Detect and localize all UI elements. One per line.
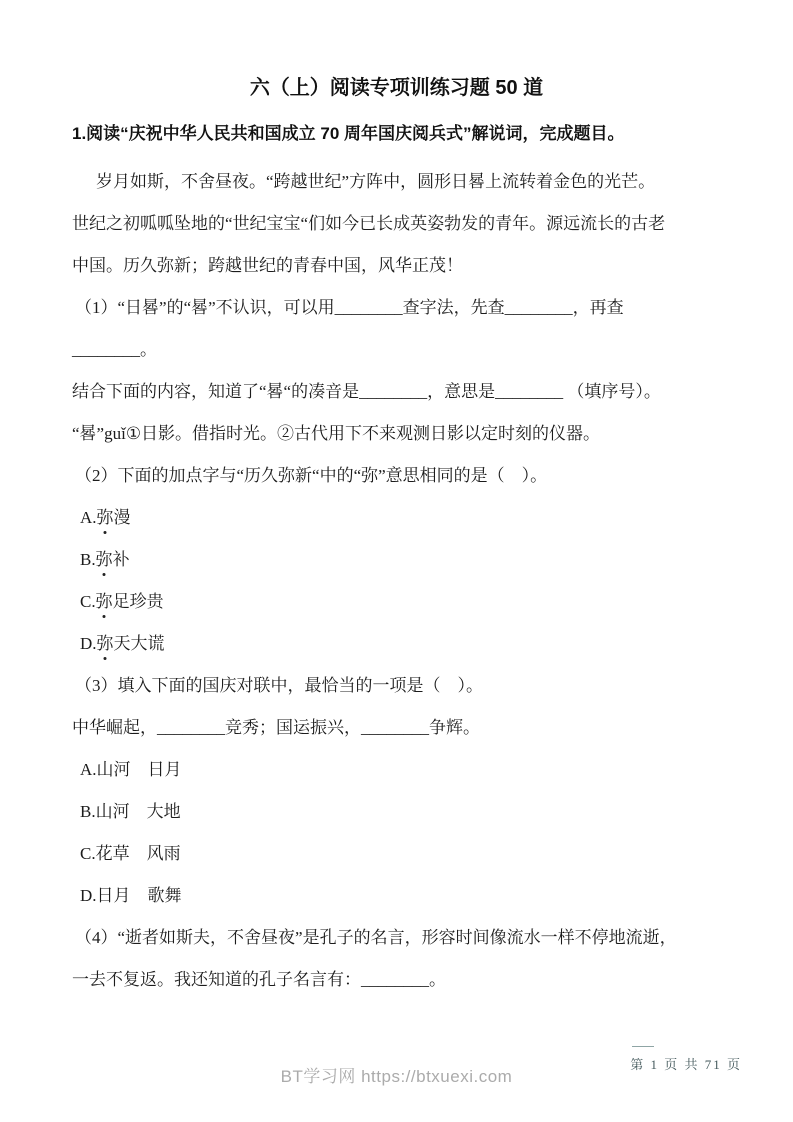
option-prefix: A. xyxy=(80,508,97,527)
option-dotted-char: 弥 xyxy=(96,581,113,623)
sub-question-1-definition: “晷”guǐ①日影。借指时光。②古代用下不来观测日影以定时刻的仪器。 xyxy=(72,424,601,443)
option-prefix: C. xyxy=(80,592,96,611)
option-dotted-char: 弥 xyxy=(96,539,113,581)
sub-question-1-line-2: ________。 xyxy=(72,340,157,359)
question-1-body xyxy=(72,161,737,1001)
option-rest: 漫 xyxy=(113,508,131,527)
page-number-text: 第 1 页 共 71 页 xyxy=(630,1057,742,1072)
question-1-heading: 1.阅读“庆祝中华人民共和国成立 70 周年国庆阅兵式”解说词，完成题目。 xyxy=(72,124,625,143)
sub-question-4-line-1: （4）“逝者如斯夫，不舍昼夜”是孔子的名言，形容时间像流水一样不停地流逝， xyxy=(75,928,677,947)
sub-question-3-prompt: （3）填入下面的国庆对联中，最恰当的一项是（ ）。 xyxy=(75,676,483,695)
site-watermark: BT学习网 https://btxuexi.com xyxy=(280,1067,513,1086)
sub-question-1-line-1: （1）“日晷”的“晷”不认识，可以用________查字法，先查________，再查 xyxy=(75,298,624,317)
passage-line-1: 岁月如斯，不舍昼夜。“跨越世纪”方阵中，圆形日晷上流转着金色的光芒。 xyxy=(96,172,656,191)
sub-question-3-option-b: B.山河 大地 xyxy=(80,802,181,821)
option-prefix: B. xyxy=(80,550,96,569)
option-rest: 足珍贵 xyxy=(112,592,164,611)
sub-question-2-option-a xyxy=(72,497,737,539)
option-dotted-char: 弥 xyxy=(97,497,114,539)
page-number-rule xyxy=(632,1046,654,1047)
option-rest: 天大谎 xyxy=(113,634,165,653)
sub-question-2-prompt: （2）下面的加点字与“历久弥新“中的“弥”意思相同的是（ ）。 xyxy=(75,466,548,485)
sub-question-2-option-b xyxy=(72,539,737,581)
option-prefix: D. xyxy=(80,634,97,653)
sub-question-1-line-3: 结合下面的内容，知道了“晷“的凑音是________，意思是________ （填序号）。 xyxy=(72,382,661,401)
passage-line-3: 中国。历久弥新；跨越世纪的青春中国，风华正茂！ xyxy=(72,256,463,275)
option-rest: 补 xyxy=(112,550,130,569)
passage-line-2: 世纪之初呱呱坠地的“世纪宝宝“们如今已长成英姿勃发的青年。源远流长的古老 xyxy=(72,214,666,233)
sub-question-3-option-a: A.山河 日月 xyxy=(80,760,182,779)
page-title: 六（上）阅读专项训练习题 50 道 xyxy=(249,77,544,99)
sub-question-4-line-2: 一去不复返。我还知道的孔子名言有：________。 xyxy=(72,970,446,989)
sub-question-3-option-c: C.花草 风雨 xyxy=(80,844,181,863)
page-number xyxy=(630,1046,742,1073)
sub-question-3-option-d: D.日月 歌舞 xyxy=(80,886,182,905)
sub-question-2-option-d xyxy=(72,623,737,665)
sub-question-2-option-c xyxy=(72,581,737,623)
option-dotted-char: 弥 xyxy=(97,623,114,665)
sub-question-3-couplet: 中华崛起，________竞秀；国运振兴，________争辉。 xyxy=(72,718,480,737)
